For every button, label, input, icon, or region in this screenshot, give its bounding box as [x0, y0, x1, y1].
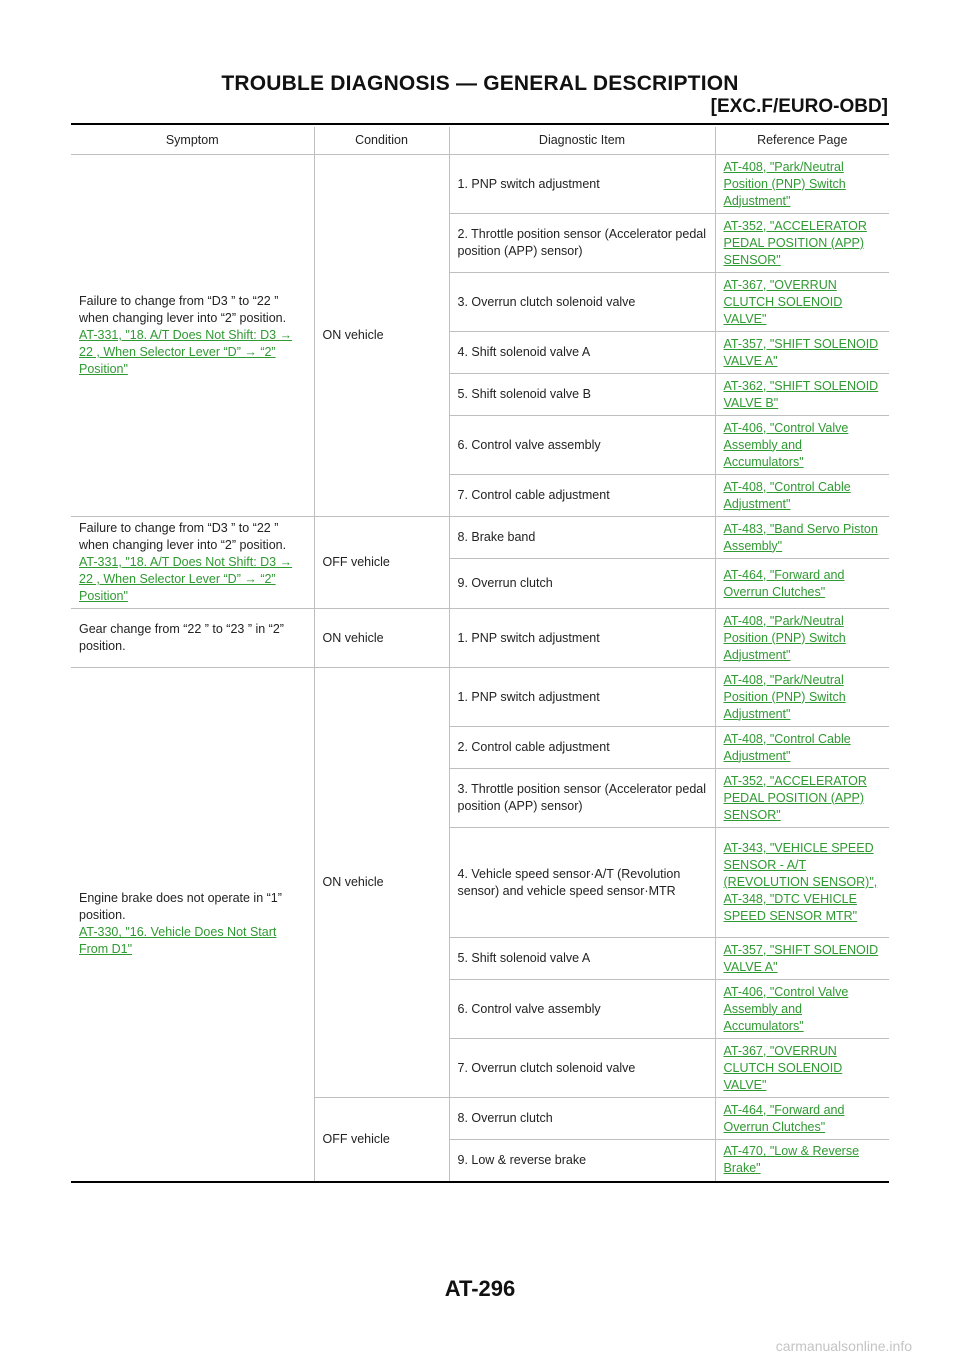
reference-cell — [715, 374, 889, 416]
table-header-row — [71, 127, 889, 155]
reference-link[interactable]: AT-406, "Control Valve Assembly and Accumulators" — [723, 984, 849, 1033]
table-row — [71, 155, 889, 214]
diagnostic-item: 3. Overrun clutch solenoid valve — [449, 273, 715, 332]
reference-link[interactable]: AT-470, "Low & Reverse Brake" — [723, 1144, 860, 1176]
reference-link[interactable]: AT-352, "ACCELERATOR PEDAL POSITION (APP) SENSOR" — [723, 218, 867, 267]
condition-cell: OFF vehicle — [314, 517, 449, 609]
column-header-condition: Condition — [314, 127, 449, 155]
symptom-text: Engine brake does not operate in “1” position. — [79, 891, 282, 923]
symptom-cell — [71, 668, 314, 1182]
table-row — [71, 668, 889, 727]
reference-link[interactable]: AT-483, "Band Servo Piston Assembly" — [723, 521, 878, 553]
reference-link[interactable]: AT-343, "VEHICLE SPEED SENSOR - A/T (REVOLUTION SENSOR)", AT-348, "DTC VEHICLE SPEED SENSOR MTR" — [723, 841, 878, 923]
symptom-cell — [71, 155, 314, 517]
column-header-symptom: Symptom — [71, 127, 314, 155]
diagnostic-item: 9. Low & reverse brake — [449, 1140, 715, 1182]
reference-cell — [715, 609, 889, 668]
reference-link[interactable]: AT-408, "Control Cable Adjustment" — [723, 731, 851, 763]
table-row — [71, 609, 889, 668]
condition-cell: ON vehicle — [314, 668, 449, 1098]
table-row — [71, 517, 889, 559]
reference-cell — [715, 1039, 889, 1098]
diagnostic-item: 6. Control valve assembly — [449, 980, 715, 1039]
column-header-reference-page: Reference Page — [715, 127, 889, 155]
reference-link[interactable]: AT-408, "Control Cable Adjustment" — [723, 479, 851, 511]
reference-link[interactable]: AT-408, "Park/Neutral Position (PNP) Switch Adjustment" — [723, 613, 846, 662]
page-subtitle: [EXC.F/EURO-OBD] — [710, 96, 888, 117]
reference-link[interactable]: AT-464, "Forward and Overrun Clutches" — [723, 567, 845, 599]
reference-cell — [715, 559, 889, 609]
reference-cell — [715, 332, 889, 374]
reference-cell — [715, 1140, 889, 1182]
reference-link[interactable]: AT-357, "SHIFT SOLENOID VALVE A" — [723, 336, 879, 368]
reference-link[interactable]: AT-406, "Control Valve Assembly and Accumulators" — [723, 420, 849, 469]
reference-cell — [715, 273, 889, 332]
column-header-diagnostic-item: Diagnostic Item — [449, 127, 715, 155]
diagnostic-item: 9. Overrun clutch — [449, 559, 715, 609]
reference-cell — [715, 1098, 889, 1140]
reference-link[interactable]: AT-362, "SHIFT SOLENOID VALVE B" — [723, 378, 879, 410]
symptom-text: Failure to change from “D3 ” to “22 ” when changing lever into “2” position. — [79, 521, 287, 552]
diagnostic-item: 8. Overrun clutch — [449, 1098, 715, 1140]
reference-link[interactable]: AT-408, "Park/Neutral Position (PNP) Switch Adjustment" — [723, 672, 846, 721]
diagnostic-item: 5. Shift solenoid valve A — [449, 938, 715, 980]
condition-cell: OFF vehicle — [314, 1098, 449, 1182]
reference-cell — [715, 980, 889, 1039]
page-title: TROUBLE DIAGNOSIS — GENERAL DESCRIPTION — [221, 72, 739, 95]
reference-cell — [715, 475, 889, 517]
diagnostic-item: 2. Throttle position sensor (Accelerator pedal position (APP) sensor) — [449, 214, 715, 273]
symptom-text: Gear change from “22 ” to “23 ” in “2” position. — [79, 622, 284, 653]
reference-cell — [715, 938, 889, 980]
diagnostic-item: 4. Shift solenoid valve A — [449, 332, 715, 374]
reference-cell — [715, 416, 889, 475]
diagnostic-item: 1. PNP switch adjustment — [449, 609, 715, 668]
symptom-link[interactable]: AT-331, "18. A/T Does Not Shift: D3 → 22 , When Selector Lever “D” → “2” Position" — [79, 328, 293, 376]
reference-cell — [715, 214, 889, 273]
diagnostic-item: 2. Control cable adjustment — [449, 727, 715, 769]
reference-cell — [715, 828, 889, 938]
diagnostic-item: 8. Brake band — [449, 517, 715, 559]
condition-cell: ON vehicle — [314, 155, 449, 517]
diagnostic-item: 4. Vehicle speed sensor·A/T (Revolution sensor) and vehicle speed sensor·MTR — [449, 828, 715, 938]
symptom-link[interactable]: AT-330, "16. Vehicle Does Not Start From D1" — [79, 925, 277, 957]
diagnostic-item: 1. PNP switch adjustment — [449, 668, 715, 727]
diagnostic-item: 7. Overrun clutch solenoid valve — [449, 1039, 715, 1098]
reference-cell — [715, 517, 889, 559]
symptom-text: Failure to change from “D3 ” to “22 ” when changing lever into “2” position. — [79, 294, 287, 325]
reference-cell — [715, 769, 889, 828]
reference-link[interactable]: AT-367, "OVERRUN CLUTCH SOLENOID VALVE" — [723, 1043, 843, 1092]
diagnostic-item: 3. Throttle position sensor (Accelerator pedal position (APP) sensor) — [449, 769, 715, 828]
symptom-link[interactable]: AT-331, "18. A/T Does Not Shift: D3 → 22 , When Selector Lever “D” → “2” Position" — [79, 555, 293, 603]
diagnostic-item: 1. PNP switch adjustment — [449, 155, 715, 214]
reference-link[interactable]: AT-357, "SHIFT SOLENOID VALVE A" — [723, 942, 879, 974]
header-rule — [71, 123, 889, 125]
reference-cell — [715, 727, 889, 769]
reference-link[interactable]: AT-408, "Park/Neutral Position (PNP) Switch Adjustment" — [723, 159, 846, 208]
reference-link[interactable]: AT-464, "Forward and Overrun Clutches" — [723, 1102, 845, 1134]
diagnostic-item: 7. Control cable adjustment — [449, 475, 715, 517]
symptom-cell — [71, 609, 314, 668]
diagnosis-table — [71, 127, 889, 1183]
diagnostic-item: 5. Shift solenoid valve B — [449, 374, 715, 416]
reference-link[interactable]: AT-367, "OVERRUN CLUTCH SOLENOID VALVE" — [723, 277, 843, 326]
symptom-cell — [71, 517, 314, 609]
reference-link[interactable]: AT-352, "ACCELERATOR PEDAL POSITION (APP) SENSOR" — [723, 773, 867, 822]
diagnostic-item: 6. Control valve assembly — [449, 416, 715, 475]
condition-cell: ON vehicle — [314, 609, 449, 668]
watermark: carmanualsonline.info — [775, 1338, 912, 1354]
page-number: AT-296 — [444, 1276, 516, 1301]
reference-cell — [715, 668, 889, 727]
reference-cell — [715, 155, 889, 214]
